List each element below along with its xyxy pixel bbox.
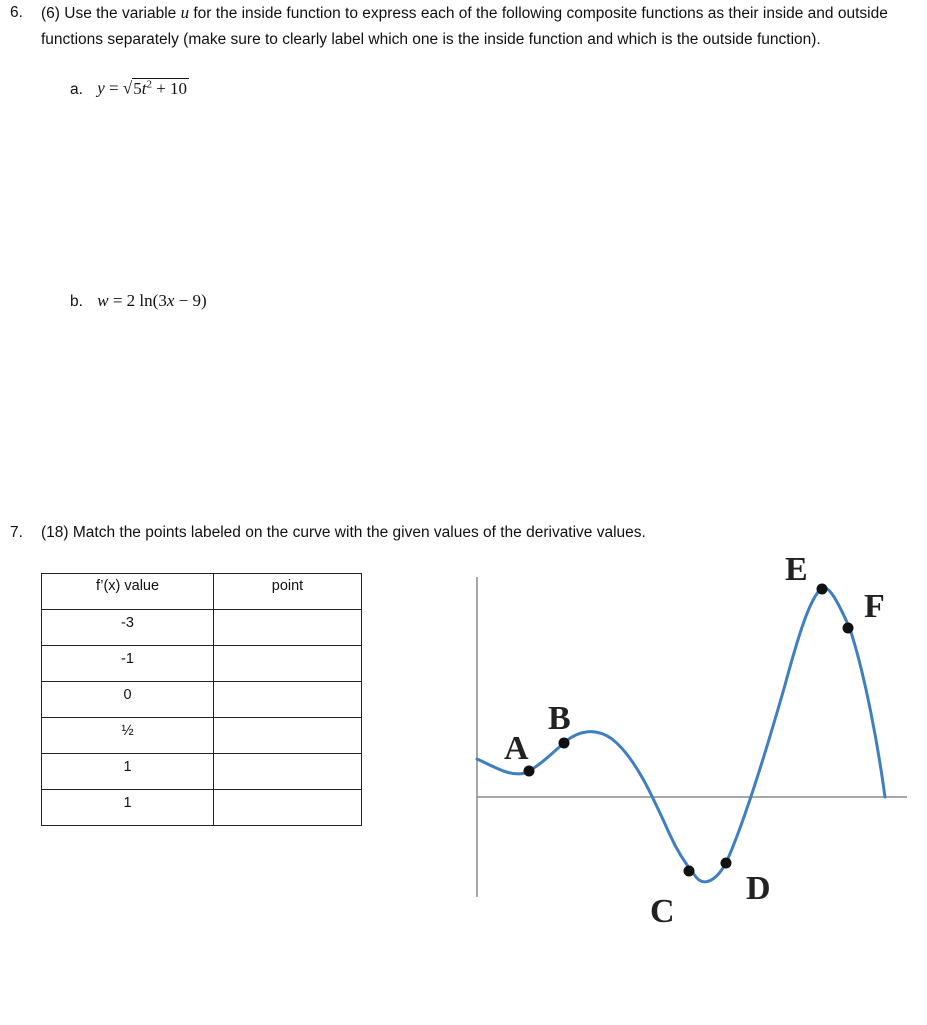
point-d-dot [721,858,732,869]
table-row [42,790,362,826]
table-cell-point[interactable] [214,646,362,682]
question-6-text-part1: (6) Use the variable [41,5,181,22]
question-6b-lhs: w [97,291,109,310]
question-6-variable: u [180,3,190,22]
table-header-point: point [214,574,362,610]
point-c-dot [684,866,695,877]
question-6b-rest: − 9) [174,291,207,310]
point-e-label: E [785,551,808,588]
table-header-row [42,574,362,610]
table-cell-value-text: 1 [123,795,132,811]
point-d-label: D [746,870,771,907]
derivative-table [41,573,362,826]
question-6a-radicand [132,78,189,98]
point-a-label: A [504,730,529,767]
table-cell-value-text: -1 [121,651,134,667]
table-cell-value [42,790,214,826]
table-cell-value [42,718,214,754]
table-cell-value-text: -3 [121,615,134,631]
question-6a [70,78,189,99]
table-cell-value-text: 0 [123,687,132,703]
table-row [42,682,362,718]
point-f-dot [843,623,854,634]
point-b-label: B [548,700,571,737]
question-6b-middle: = 2 ln(3 [108,291,167,310]
table-header-fprime-text: f’(x) value [95,578,160,594]
question-6b-label: b. [70,293,83,310]
table-cell-value [42,610,214,646]
question-6b-var: x [166,291,175,310]
question-6-number: 6. [10,4,23,21]
table-cell-point[interactable] [214,610,362,646]
table-header-fprime [42,574,214,610]
table-cell-value-text: ½ [121,723,134,739]
table-cell-point[interactable] [214,682,362,718]
table-cell-point[interactable] [214,718,362,754]
table-cell-value [42,682,214,718]
question-6b-equation [97,291,206,310]
function-curve [477,588,885,882]
table-row [42,646,362,682]
question-6a-equation: $y = √5t^2 + 10$ [97,78,188,98]
point-b-dot [559,738,570,749]
question-6-text-part2: for the inside function to express each of the following composite functions as their inside and outside functions separately (make sure to clearly label which one is the inside function and which is the outside function). [41,5,888,48]
table-row [42,754,362,790]
table-cell-value-text: 1 [123,759,132,775]
question-6a-exp: 2 [146,78,152,90]
question-6a-lhs: y [97,78,105,98]
question-6b [70,291,207,311]
table-row [42,718,362,754]
table-cell-value [42,646,214,682]
question-6a-equals: = [104,78,123,98]
question-6a-label: a. [70,80,83,98]
question-6a-rest: + 10 [151,78,188,98]
question-7-text: (18) Match the points labeled on the curve with the given values of the derivative values. [41,524,646,541]
question-6a-coef: 5 [133,78,142,98]
question-6-text [41,0,901,53]
point-f-label: F [864,588,885,625]
table-cell-point[interactable] [214,754,362,790]
function-graph [460,545,920,945]
table-row [42,610,362,646]
question-6a-var: t [141,78,147,98]
point-e-dot [817,584,828,595]
question-7-number: 7. [10,524,23,541]
point-a-dot [524,766,535,777]
table-cell-value [42,754,214,790]
table-cell-point[interactable] [214,790,362,826]
point-c-label: C [650,893,675,930]
